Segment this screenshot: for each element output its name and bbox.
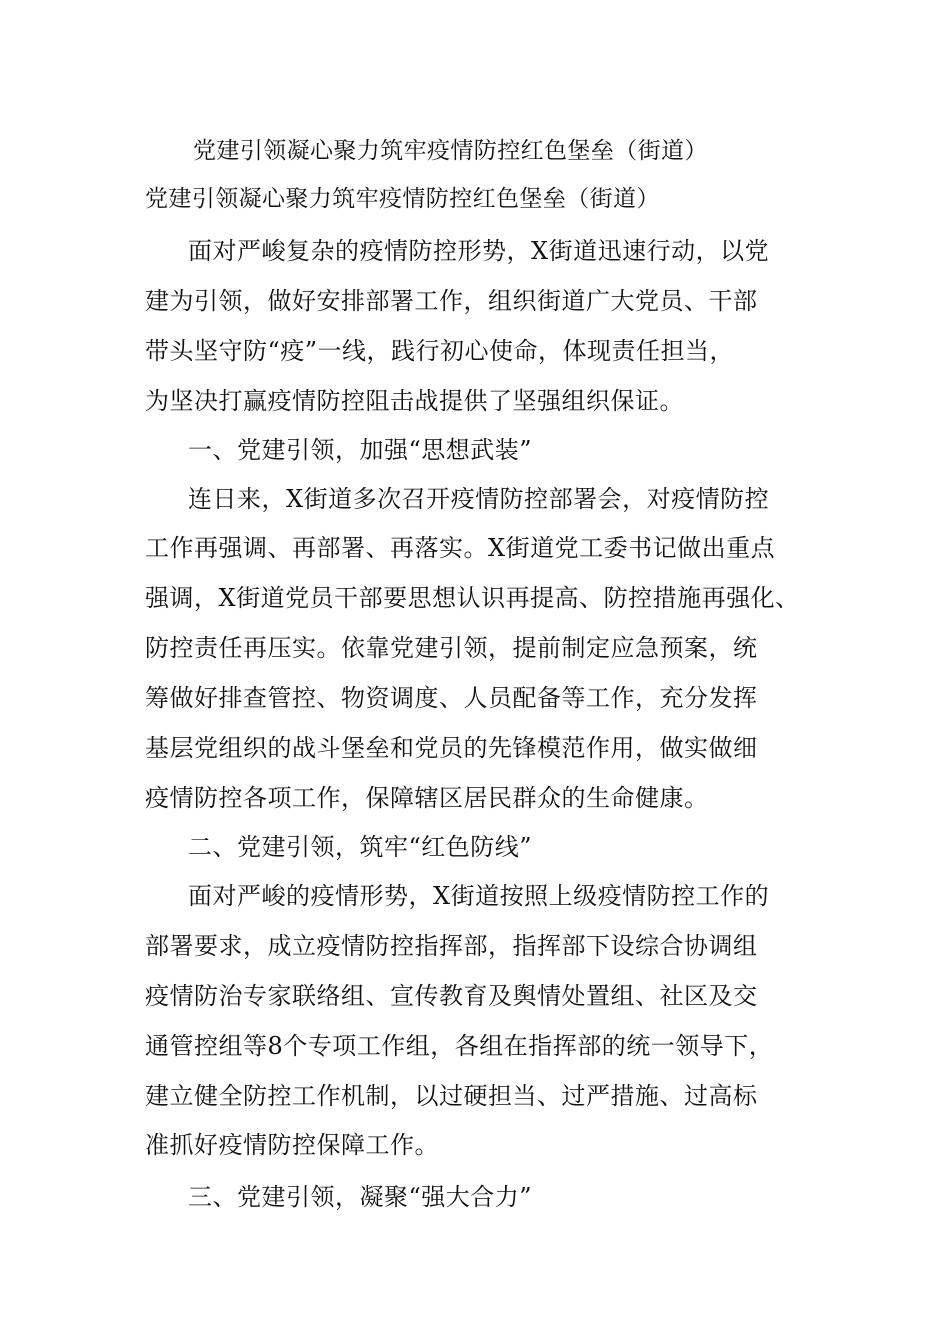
paragraph-line: 带头坚守防“疫”一线，践行初心使命，体现责任担当， xyxy=(145,337,735,365)
section-heading-2: 二、党建引领，筑牢“红色防线” xyxy=(188,833,533,861)
section-heading-3: 三、党建引领，凝聚“强大合力” xyxy=(188,1183,533,1211)
paragraph-line: 通管控组等8个专项工作组，各组在指挥部的统一领导下， xyxy=(145,1032,774,1060)
paragraph-line: 防控责任再压实。依靠党建引领，提前制定应急预案，统 xyxy=(145,634,758,662)
paragraph-line: 部署要求，成立疫情防控指挥部，指挥部下设综合协调组 xyxy=(145,932,758,960)
paragraph-line: 疫情防治专家联络组、宣传教育及舆情处置组、社区及交 xyxy=(145,982,758,1010)
paragraph-line: 建立健全防控工作机制，以过硬担当、过严措施、过高标 xyxy=(145,1082,758,1110)
paragraph-line: 疫情防控各项工作，保障辖区居民群众的生命健康。 xyxy=(145,784,709,812)
document-subtitle: 党建引领凝心聚力筑牢疫情防控红色堡垒（街道） xyxy=(145,186,660,212)
section-heading-1: 一、党建引领，加强“思想武装” xyxy=(188,436,533,464)
paragraph-line: 准抓好疫情防控保障工作。 xyxy=(145,1131,439,1159)
document-title: 党建引领凝心聚力筑牢疫情防控红色堡垒（街道） xyxy=(193,138,708,164)
paragraph-line: 建为引领，做好安排部署工作，组织街道广大党员、干部 xyxy=(145,287,758,315)
paragraph-line: 强调，X街道党员干部要思想认识再提高、防控措施再强化、 xyxy=(145,584,800,612)
paragraph-line: 面对严峻的疫情形势，X街道按照上级疫情防控工作的 xyxy=(188,882,770,910)
paragraph-line: 基层党组织的战斗堡垒和党员的先锋模范作用，做实做细 xyxy=(145,734,758,762)
paragraph-line: 筹做好排查管控、物资调度、人员配备等工作，充分发挥 xyxy=(145,684,758,712)
paragraph-line: 工作再强调、再部署、再落实。X街道党工委书记做出重点 xyxy=(145,534,776,562)
paragraph-line: 连日来，X街道多次召开疫情防控部署会，对疫情防控 xyxy=(188,485,770,513)
paragraph-line: 为坚决打赢疫情防控阻击战提供了坚强组织保证。 xyxy=(145,387,684,415)
paragraph-line: 面对严峻复杂的疫情防控形势，X街道迅速行动，以党 xyxy=(188,237,770,265)
